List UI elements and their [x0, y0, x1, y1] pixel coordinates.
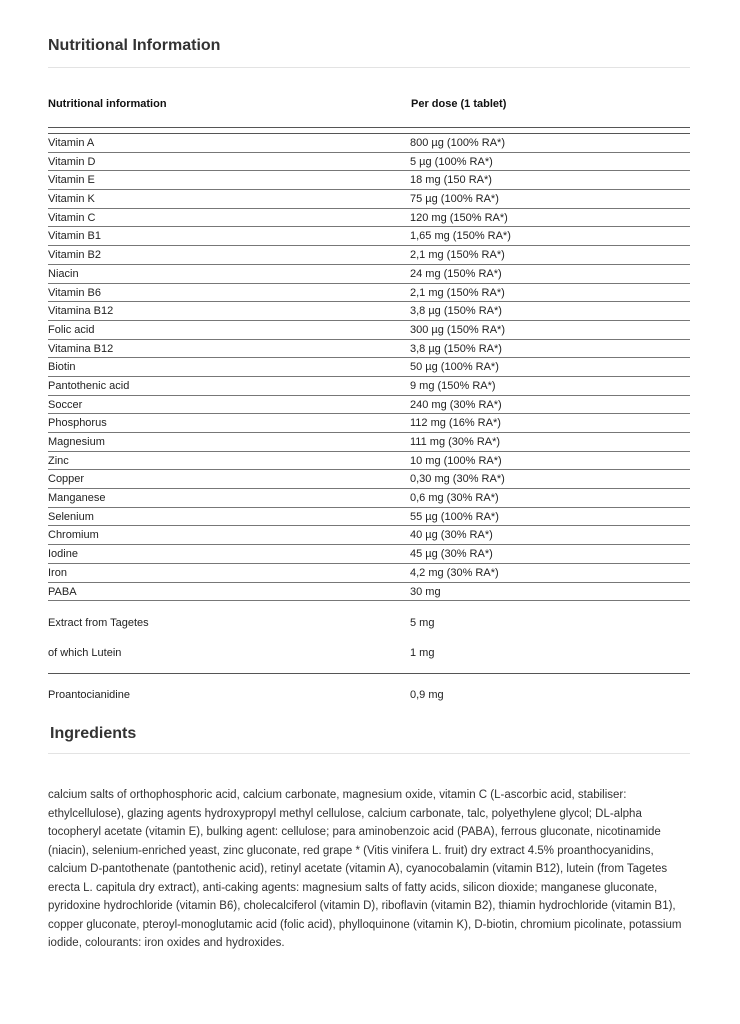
ingredients-divider — [48, 753, 690, 754]
table-row — [48, 265, 690, 284]
table-row — [48, 227, 690, 246]
row-name: Vitamin C — [48, 211, 96, 224]
row-value: 120 mg (150% RA*) — [410, 211, 508, 224]
table-row — [48, 321, 690, 340]
row-value: 5 µg (100% RA*) — [410, 155, 493, 168]
row-value: 75 µg (100% RA*) — [410, 193, 499, 206]
header-per-dose: Per dose (1 tablet) — [411, 98, 507, 110]
row-value: 4,2 mg (30% RA*) — [410, 566, 499, 579]
row-value: 18 mg (150 RA*) — [410, 174, 492, 187]
row-name: Vitamin B2 — [48, 249, 101, 262]
row-name: Iron — [48, 566, 67, 579]
table-row — [48, 190, 690, 209]
row-value: 24 mg (150% RA*) — [410, 267, 502, 280]
header-rule-top — [48, 127, 690, 128]
table-row — [48, 340, 690, 359]
row-value: 55 µg (100% RA*) — [410, 510, 499, 523]
table-row — [48, 564, 690, 583]
ingredients-title: Ingredients — [50, 725, 137, 742]
table-row — [48, 396, 690, 415]
row-name: Iodine — [48, 548, 78, 561]
row-name: PABA — [48, 585, 77, 598]
row-value: 9 mg (150% RA*) — [410, 379, 496, 392]
row-value: 3,8 µg (150% RA*) — [410, 305, 502, 318]
table-row — [48, 545, 690, 564]
table-row — [48, 583, 690, 602]
table-row — [48, 246, 690, 265]
title-divider — [48, 67, 690, 68]
table-row — [48, 377, 690, 396]
row-name: Vitamin B6 — [48, 286, 101, 299]
nutrition-table-body — [48, 134, 690, 601]
row-value: 3,8 µg (150% RA*) — [410, 342, 502, 355]
row-name: Vitamin K — [48, 193, 95, 206]
row-name: Phosphorus — [48, 417, 107, 430]
table-row — [48, 433, 690, 452]
table-row — [48, 302, 690, 321]
row-name: Copper — [48, 473, 85, 486]
table-row — [48, 284, 690, 303]
table-row — [48, 508, 690, 527]
row-value: 111 mg (30% RA*) — [410, 436, 501, 448]
row-name: Selenium — [48, 510, 94, 523]
row-name: Zinc — [48, 454, 69, 467]
row-name: Folic acid — [48, 323, 95, 336]
row-value: 112 mg (16% RA*) — [410, 417, 501, 430]
row-value: 300 µg (150% RA*) — [410, 323, 505, 336]
row-value: 2,1 mg (150% RA*) — [410, 286, 505, 299]
row-name: Magnesium — [48, 436, 105, 448]
row-name: Vitamin A — [48, 137, 95, 149]
row-name: Biotin — [48, 361, 76, 374]
row-value: 2,1 mg (150% RA*) — [410, 249, 505, 262]
row-value: 45 µg (30% RA*) — [410, 548, 493, 561]
table-row — [48, 153, 690, 172]
table-row — [48, 209, 690, 228]
row-value: 5 mg — [410, 617, 435, 629]
row-name: Proantocianidine — [48, 689, 130, 701]
table-row — [48, 526, 690, 545]
row-value: 40 µg (30% RA*) — [410, 529, 493, 542]
row-name: Vitamin D — [48, 155, 96, 168]
row-name: Extract from Tagetes — [48, 617, 149, 629]
row-name: Soccer — [48, 398, 83, 411]
table-row — [48, 470, 690, 489]
row-name: Niacin — [48, 267, 79, 280]
row-name: of which Lutein — [48, 647, 122, 659]
table-row — [48, 358, 690, 377]
row-value: 0,9 mg — [410, 689, 444, 701]
row-name: Vitamina B12 — [48, 305, 114, 318]
row-value: 50 µg (100% RA*) — [410, 361, 499, 374]
row-value: 0,30 mg (30% RA*) — [410, 473, 505, 486]
row-name: Vitamin B1 — [48, 230, 101, 243]
section-rule — [48, 673, 690, 674]
row-value: 30 mg — [410, 585, 441, 598]
section-title: Nutritional Information — [48, 37, 221, 54]
row-value: 10 mg (100% RA*) — [410, 454, 502, 467]
table-row — [48, 414, 690, 433]
row-value: 800 µg (100% RA*) — [410, 137, 505, 149]
table-header — [48, 98, 690, 114]
row-value: 0,6 mg (30% RA*) — [410, 492, 499, 505]
header-nutrient: Nutritional information — [48, 98, 167, 110]
row-value: 240 mg (30% RA*) — [410, 398, 502, 411]
row-name: Pantothenic acid — [48, 379, 130, 392]
row-name: Vitamin E — [48, 174, 95, 187]
table-row — [48, 134, 690, 153]
table-row — [48, 171, 690, 190]
row-value: 1 mg — [410, 647, 435, 659]
table-row — [48, 489, 690, 508]
row-name: Chromium — [48, 529, 99, 542]
row-value: 1,65 mg (150% RA*) — [410, 230, 511, 243]
row-name: Manganese — [48, 492, 106, 505]
table-row — [48, 452, 690, 471]
row-name: Vitamina B12 — [48, 342, 114, 355]
ingredients-text: calcium salts of orthophosphoric acid, calcium carbonate, magnesium oxide, vitamin C (L-ascorbic acid, stabiliser: ethylcellulose), glazing agents hydroxypropyl methyl cellulose, calcium carbonate, talc, polyethylene glycol; DL-alpha tocopheryl acetate (vitamin E), bulking agent: cellulose; para aminobenzoic acid (PABA), ferrous gluconate, nicotinamide (niacin), selenium-enriched yeast, zinc gluconate, red grape * (Vitis vinifera L. fruit) dry extract 4.5% proanthocyanidins, calcium D-pantothenate (pantothenic acid), retinyl acetate (vitamin A), cyanocobalamin (vitamin B12), lutein (from Tagetes erecta L. capitula dry extract), anti-caking agents: magnesium salts of fatty acids, silicon dioxide; manganese gluconate, pyridoxine hydrochloride (vitamin B6), cholecalciferol (vitamin D), riboflavin (vitamin B2), thiamin hydrochloride (vitamin B1), copper gluconate, pteroyl-monoglutamic acid (folic acid), phylloquinone (vitamin K), D-biotin, chromium picolinate, potassium iodide, colourants: iron oxides and hydroxides. — [48, 789, 682, 949]
